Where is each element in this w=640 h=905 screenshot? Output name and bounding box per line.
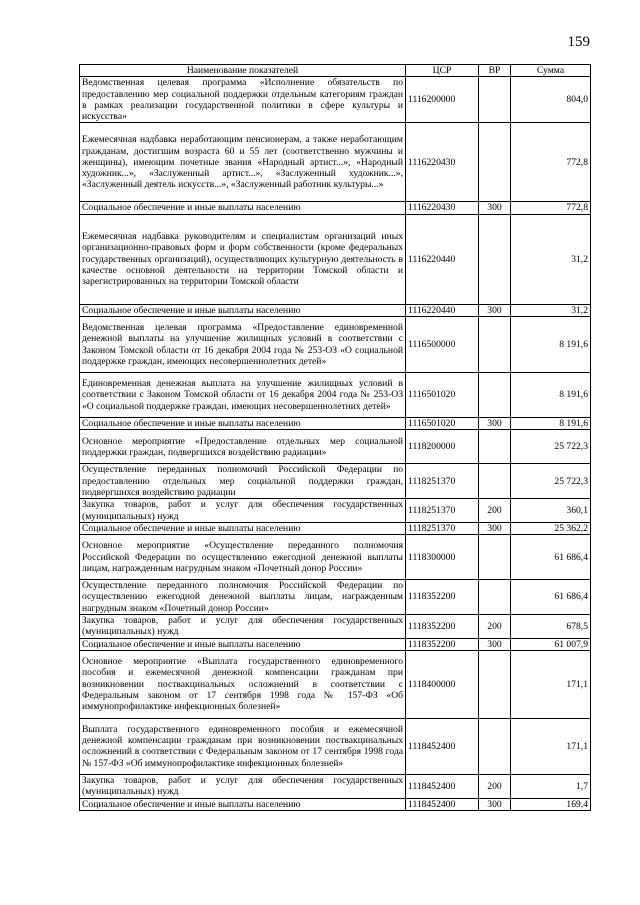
row-name-cell: Ведомственная целевая программа «Предоставление единовременной денежной выплаты на улучшение жилищных условий в соответствии с Законом Томской области от 16 декабря 2004 года № 253-ОЗ «О социальной поддержке граждан, имеющих несовершеннолетних детей» — [80, 317, 406, 373]
row-csr-cell: 1116220430 — [406, 123, 479, 202]
row-vr-cell — [479, 464, 511, 499]
row-csr-cell: 1116200000 — [406, 77, 479, 123]
row-csr-cell: 1118452400 — [406, 718, 479, 774]
header-sum: Сумма — [511, 65, 591, 77]
table-row — [80, 123, 591, 202]
row-sum-cell: 8 191,6 — [511, 317, 591, 373]
row-sum-cell: 772,8 — [511, 202, 591, 214]
row-csr-cell: 1118352200 — [406, 638, 479, 650]
table-row — [80, 774, 591, 798]
row-vr-cell: 200 — [479, 499, 511, 523]
row-sum-cell: 31,2 — [511, 304, 591, 316]
row-name-cell: Социальное обеспечение и иные выплаты населению — [80, 304, 406, 316]
row-name-cell: Социальное обеспечение и иные выплаты населению — [80, 202, 406, 214]
table-row — [80, 535, 591, 580]
row-csr-cell: 1118452400 — [406, 798, 479, 810]
row-sum-cell: 169,4 — [511, 798, 591, 810]
row-vr-cell: 300 — [479, 304, 511, 316]
row-sum-cell: 8 191,6 — [511, 418, 591, 430]
table-row — [80, 430, 591, 464]
table-row — [80, 304, 591, 316]
table-row — [80, 718, 591, 774]
row-name-cell: Социальное обеспечение и иные выплаты населению — [80, 638, 406, 650]
row-csr-cell: 1118200000 — [406, 430, 479, 464]
row-sum-cell: 1,7 — [511, 774, 591, 798]
table-row — [80, 638, 591, 650]
row-name-cell: Закупка товаров, работ и услуг для обеспечения государственных (муниципальных) нужд — [80, 774, 406, 798]
row-vr-cell: 300 — [479, 798, 511, 810]
row-vr-cell — [479, 718, 511, 774]
row-csr-cell: 1118452400 — [406, 774, 479, 798]
row-csr-cell: 1118251370 — [406, 522, 479, 534]
row-vr-cell — [479, 317, 511, 373]
row-name-cell: Основное мероприятие «Предоставление отдельных мер социальной поддержки граждан, подвергшихся воздействию радиации» — [80, 430, 406, 464]
row-name-cell: Осуществление переданного полномочия Российской Федерации по осуществлению ежегодной денежной выплаты лицам, награжденным нагрудным знаком «Почетный донор России» — [80, 580, 406, 615]
row-name-cell: Осуществление переданных полномочий Российской Федерации по предоставлению отдельных мер социальной поддержки граждан, подвергшихся воздействию радиации — [80, 464, 406, 499]
row-sum-cell: 31,2 — [511, 214, 591, 304]
table-row — [80, 522, 591, 534]
row-name-cell: Единовременная денежная выплата на улучшение жилищных условий в соответствии с Законом Томской области от 16 декабря 2004 года № 253-ОЗ «О социальной поддержке граждан, имеющих несовершеннолетних детей» — [80, 373, 406, 418]
table-row — [80, 77, 591, 123]
row-csr-cell: 1118251370 — [406, 464, 479, 499]
page-number: 159 — [567, 34, 590, 50]
row-csr-cell: 1116501020 — [406, 373, 479, 418]
row-vr-cell: 300 — [479, 202, 511, 214]
table-row — [80, 373, 591, 418]
row-name-cell: Социальное обеспечение и иные выплаты населению — [80, 418, 406, 430]
row-sum-cell: 804,0 — [511, 77, 591, 123]
row-vr-cell — [479, 430, 511, 464]
table-row — [80, 464, 591, 499]
row-vr-cell: 300 — [479, 638, 511, 650]
header-name: Наименование показателей — [80, 65, 406, 77]
row-vr-cell: 200 — [479, 774, 511, 798]
row-name-cell: Ежемесячная надбавка неработающим пенсионерам, а также неработающим гражданам, достигшим возраста 60 и 55 лет (соответственно мужчины и женщины), имеющим почетные звания «Народный артист...», «Народный художник...», «Заслуженный артист...», «Заслуженный художник...», «Заслуженный деятель искусств...», «Заслуженный работник культуры...» — [80, 123, 406, 202]
row-name-cell: Закупка товаров, работ и услуг для обеспечения государственных (муниципальных) нужд — [80, 615, 406, 639]
row-vr-cell — [479, 77, 511, 123]
table-row — [80, 202, 591, 214]
row-csr-cell: 1118352200 — [406, 580, 479, 615]
row-csr-cell: 1116220430 — [406, 202, 479, 214]
row-name-cell: Основное мероприятие «Осуществление переданного полномочия Российской Федерации по осуществлению ежегодной денежной выплаты лицам, награжденным нагрудным знаком «Почетный донор России» — [80, 535, 406, 580]
row-vr-cell: 300 — [479, 418, 511, 430]
row-name-cell: Социальное обеспечение и иные выплаты населению — [80, 522, 406, 534]
row-name-cell: Выплата государственного единовременного пособия и ежемесячной денежной компенсации гражданам при возникновении поствакцинальных осложнений в соответствии с Федеральным законом от 17 сентября 1998 года № 157-ФЗ «Об иммунопрофилактике инфекционных болезней» — [80, 718, 406, 774]
table-body — [80, 77, 591, 811]
row-vr-cell — [479, 214, 511, 304]
row-csr-cell: 1118300000 — [406, 535, 479, 580]
row-sum-cell: 360,1 — [511, 499, 591, 523]
row-sum-cell: 678,5 — [511, 615, 591, 639]
row-name-cell: Социальное обеспечение и иные выплаты населению — [80, 798, 406, 810]
row-name-cell: Ежемесячная надбавка руководителям и специалистам организаций иных организационно-правовых форм и форм собственности (кроме федеральных государственных организаций), осуществляющих культурную деятельность в качестве основной деятельности на территории Томской области и зарегистрированных на территории Томской области — [80, 214, 406, 304]
row-vr-cell — [479, 123, 511, 202]
row-vr-cell — [479, 650, 511, 718]
row-csr-cell: 1116501020 — [406, 418, 479, 430]
table-row — [80, 798, 591, 810]
row-vr-cell — [479, 580, 511, 615]
row-sum-cell: 772,8 — [511, 123, 591, 202]
row-sum-cell: 8 191,6 — [511, 373, 591, 418]
budget-table — [79, 64, 591, 811]
row-csr-cell: 1116220440 — [406, 214, 479, 304]
header-csr: ЦСР — [406, 65, 479, 77]
row-sum-cell: 171,1 — [511, 650, 591, 718]
row-vr-cell — [479, 535, 511, 580]
table-row — [80, 317, 591, 373]
table-row — [80, 615, 591, 639]
row-sum-cell: 61 686,4 — [511, 535, 591, 580]
row-name-cell: Основное мероприятие «Выплата государственного единовременного пособия и ежемесячной денежной компенсации гражданам при возникновении поствакцинальных осложнений в соответствии с Федеральным законом от 17 сентября 1998 года № 157-ФЗ «Об иммунопрофилактике инфекционных болезней» — [80, 650, 406, 718]
row-sum-cell: 171,1 — [511, 718, 591, 774]
row-csr-cell: 1116500000 — [406, 317, 479, 373]
row-vr-cell: 300 — [479, 522, 511, 534]
table-row — [80, 580, 591, 615]
row-csr-cell: 1118352200 — [406, 615, 479, 639]
row-sum-cell: 61 007,9 — [511, 638, 591, 650]
row-sum-cell: 61 686,4 — [511, 580, 591, 615]
table-row — [80, 650, 591, 718]
table-header-row — [80, 65, 591, 77]
table-row — [80, 499, 591, 523]
row-name-cell: Закупка товаров, работ и услуг для обеспечения государственных (муниципальных) нужд — [80, 499, 406, 523]
row-sum-cell: 25 722,3 — [511, 430, 591, 464]
row-csr-cell: 1116220440 — [406, 304, 479, 316]
row-vr-cell: 200 — [479, 615, 511, 639]
row-name-cell: Ведомственная целевая программа «Исполнение обязательств по предоставлению мер социальной поддержки отдельным категориям граждан в рамках реализации государственной политики в сфере культуры и искусства» — [80, 77, 406, 123]
table-row — [80, 418, 591, 430]
header-vr: ВР — [479, 65, 511, 77]
row-csr-cell: 1118400000 — [406, 650, 479, 718]
row-sum-cell: 25 362,2 — [511, 522, 591, 534]
table-row — [80, 214, 591, 304]
row-sum-cell: 25 722,3 — [511, 464, 591, 499]
row-csr-cell: 1118251370 — [406, 499, 479, 523]
row-vr-cell — [479, 373, 511, 418]
